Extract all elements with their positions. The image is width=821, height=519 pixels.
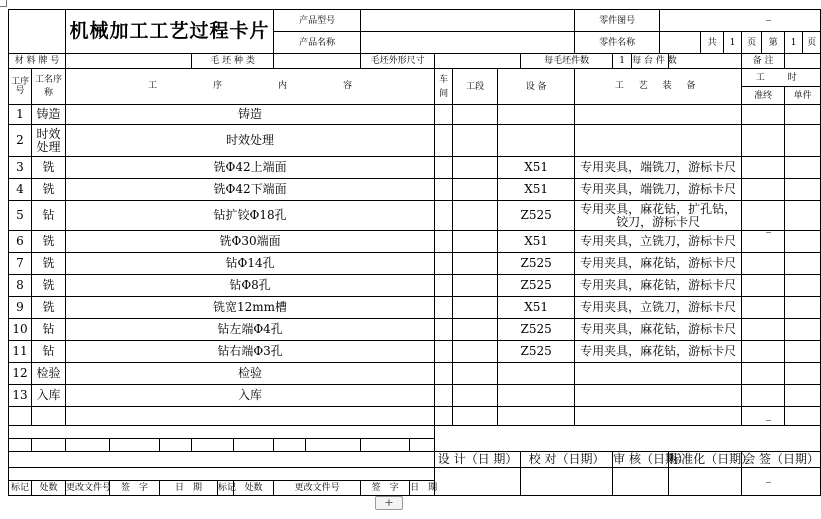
review-value[interactable] bbox=[613, 468, 669, 496]
op-no: 1 bbox=[9, 105, 32, 125]
op-content: 铣宽12mm槽 bbox=[66, 297, 435, 319]
op-section bbox=[453, 201, 498, 231]
op-workshop bbox=[435, 363, 453, 385]
op-section bbox=[453, 157, 498, 179]
op-name: 铣 bbox=[32, 157, 66, 179]
op-hours-prep bbox=[742, 179, 785, 201]
op-hours-prep bbox=[742, 297, 785, 319]
op-section bbox=[453, 407, 498, 426]
revision-cell bbox=[66, 439, 110, 452]
material-grade-label: 材 料 牌 号 bbox=[9, 54, 66, 69]
op-tooling bbox=[575, 385, 742, 407]
revision-blank-area bbox=[9, 426, 435, 439]
add-sheet-button[interactable]: + bbox=[375, 496, 403, 510]
op-workshop bbox=[435, 179, 453, 201]
op-section bbox=[453, 319, 498, 341]
table-row bbox=[9, 179, 821, 201]
revision-cell bbox=[306, 439, 361, 452]
review-label: 审 核（日期） bbox=[613, 452, 689, 466]
total-pages-value: 1 bbox=[724, 32, 742, 54]
op-workshop bbox=[435, 341, 453, 363]
op-content: 时效处理 bbox=[66, 125, 435, 157]
op-content: 铸造 bbox=[66, 105, 435, 125]
op-hours-unit bbox=[785, 385, 821, 407]
op-no: 13 bbox=[9, 385, 32, 407]
op-name: 钻 bbox=[32, 341, 66, 363]
op-hours-unit bbox=[785, 363, 821, 385]
product-name-label: 产品名称 bbox=[274, 32, 361, 54]
revision-cell bbox=[32, 439, 66, 452]
revision-doc-label: 更改文件号 bbox=[66, 481, 110, 496]
op-no: 12 bbox=[9, 363, 32, 385]
col-op-content-c3: 内 bbox=[278, 81, 288, 91]
op-hours-prep bbox=[742, 275, 785, 297]
revision-date-label-2: 日 期 bbox=[410, 481, 435, 496]
blank-title-cell bbox=[9, 10, 66, 54]
op-hours-prep bbox=[742, 157, 785, 179]
op-equipment: Z525 bbox=[498, 253, 575, 275]
op-hours-unit bbox=[785, 125, 821, 157]
revision-mark-label: 标记 bbox=[9, 481, 32, 496]
op-section bbox=[453, 253, 498, 275]
op-equipment: Z525 bbox=[498, 319, 575, 341]
check-value[interactable] bbox=[521, 468, 613, 496]
op-workshop bbox=[435, 231, 453, 253]
part-name-value[interactable] bbox=[660, 32, 701, 54]
op-name: 铣 bbox=[32, 297, 66, 319]
op-equipment: Z525 bbox=[498, 341, 575, 363]
table-row bbox=[9, 341, 821, 363]
op-hours-unit bbox=[785, 179, 821, 201]
op-hours-prep bbox=[742, 125, 785, 157]
op-name: 铣 bbox=[32, 253, 66, 275]
revision-cell bbox=[192, 439, 234, 452]
standardize-value[interactable] bbox=[669, 468, 742, 496]
op-no: 10 bbox=[9, 319, 32, 341]
op-hours-unit bbox=[785, 253, 821, 275]
op-tooling: 专用夹具，麻花钻，游标卡尺 bbox=[575, 275, 742, 297]
col-hours-prep: 准终 bbox=[742, 87, 785, 105]
op-hours-prep bbox=[742, 341, 785, 363]
remark-label: 备 注 bbox=[742, 54, 785, 69]
op-content: 检验 bbox=[66, 363, 435, 385]
op-section bbox=[453, 275, 498, 297]
op-tooling: 专用夹具，立铣刀，游标卡尺 bbox=[575, 231, 742, 253]
op-hours-unit bbox=[785, 105, 821, 125]
pieces-per-blank-value: 1 bbox=[613, 54, 632, 69]
material-grade-value[interactable] bbox=[66, 54, 192, 69]
op-equipment bbox=[498, 385, 575, 407]
current-page-value: 1 bbox=[785, 32, 803, 54]
total-pages-unit: 页 bbox=[742, 32, 762, 54]
op-tooling: 专用夹具，端铣刀，游标卡尺 bbox=[575, 179, 742, 201]
countersign-value[interactable] bbox=[742, 468, 821, 496]
col-op-no: 工序号 bbox=[9, 69, 32, 105]
op-equipment: X51 bbox=[498, 179, 575, 201]
op-name: 铣 bbox=[32, 231, 66, 253]
op-equipment: X51 bbox=[498, 297, 575, 319]
op-hours-unit bbox=[785, 319, 821, 341]
col-section: 工段 bbox=[453, 69, 498, 105]
design-label: 设 计（日 期） bbox=[435, 452, 521, 468]
op-tooling bbox=[575, 363, 742, 385]
op-name: 时效处理 bbox=[32, 125, 66, 157]
countersign-label: 会 签（日期） bbox=[743, 452, 820, 466]
table-row bbox=[9, 157, 821, 179]
col-op-name: 工名序称 bbox=[32, 69, 66, 105]
op-workshop bbox=[435, 201, 453, 231]
op-hours-prep bbox=[742, 253, 785, 275]
op-content: 钻右端Φ3孔 bbox=[66, 341, 435, 363]
table-row bbox=[9, 363, 821, 385]
product-model-label: 产品型号 bbox=[274, 10, 361, 32]
op-no bbox=[9, 407, 32, 426]
col-op-content bbox=[66, 69, 435, 105]
col-hours: 工 时 bbox=[742, 69, 821, 87]
op-content bbox=[66, 407, 435, 426]
row-edge-marker bbox=[766, 20, 771, 21]
op-tooling bbox=[575, 407, 742, 426]
op-hours-prep bbox=[742, 363, 785, 385]
signature-blank-area bbox=[435, 426, 821, 452]
op-tooling: 专用夹具，麻花钻，游标卡尺 bbox=[575, 253, 742, 275]
op-tooling: 专用夹具，端铣刀，游标卡尺 bbox=[575, 157, 742, 179]
op-tooling: 专用夹具，麻花钻，游标卡尺 bbox=[575, 319, 742, 341]
op-no: 9 bbox=[9, 297, 32, 319]
table-row bbox=[9, 201, 821, 231]
op-hours-prep bbox=[742, 385, 785, 407]
revision-cell bbox=[274, 439, 306, 452]
part-drawing-no-value[interactable] bbox=[660, 10, 821, 32]
col-op-content-c2: 序 bbox=[213, 81, 223, 91]
op-tooling bbox=[575, 125, 742, 157]
card-title: 机械加工工艺过程卡片 bbox=[66, 10, 274, 54]
table-row bbox=[9, 297, 821, 319]
op-equipment bbox=[498, 363, 575, 385]
revision-cell bbox=[9, 439, 32, 452]
revision-blank-area bbox=[9, 452, 435, 468]
part-drawing-no-label: 零件图号 bbox=[575, 10, 660, 32]
revision-date-label: 日 期 bbox=[160, 481, 218, 496]
current-page-unit: 页 bbox=[803, 32, 821, 54]
col-tooling: 工 艺 装 备 bbox=[575, 69, 742, 105]
op-hours-unit bbox=[785, 407, 821, 426]
op-workshop bbox=[435, 125, 453, 157]
op-section bbox=[453, 363, 498, 385]
op-hours-unit bbox=[785, 201, 821, 231]
op-workshop bbox=[435, 157, 453, 179]
revision-doc-label-2: 更改文件号 bbox=[274, 481, 361, 496]
blank-size-value[interactable] bbox=[435, 54, 521, 69]
blank-type-label: 毛 坯 种 类 bbox=[192, 54, 274, 69]
op-hours-prep bbox=[742, 407, 785, 426]
op-no: 5 bbox=[9, 201, 32, 231]
op-equipment: X51 bbox=[498, 231, 575, 253]
revision-blank-area bbox=[9, 468, 435, 481]
op-workshop bbox=[435, 319, 453, 341]
op-equipment bbox=[498, 407, 575, 426]
op-equipment: Z525 bbox=[498, 275, 575, 297]
op-content: 铣Φ42上端面 bbox=[66, 157, 435, 179]
op-no: 4 bbox=[9, 179, 32, 201]
row-edge-marker bbox=[766, 482, 771, 483]
op-no: 2 bbox=[9, 125, 32, 157]
pieces-per-unit-value[interactable] bbox=[669, 54, 742, 69]
op-section bbox=[453, 125, 498, 157]
op-content: 入库 bbox=[66, 385, 435, 407]
op-equipment bbox=[498, 125, 575, 157]
op-name bbox=[32, 407, 66, 426]
revision-cell bbox=[410, 439, 435, 452]
op-content: 钻Φ14孔 bbox=[66, 253, 435, 275]
op-workshop bbox=[435, 105, 453, 125]
op-no: 8 bbox=[9, 275, 32, 297]
op-workshop bbox=[435, 253, 453, 275]
op-equipment: Z525 bbox=[498, 201, 575, 231]
table-row bbox=[9, 125, 821, 157]
op-section bbox=[453, 231, 498, 253]
product-model-value[interactable] bbox=[361, 10, 575, 32]
col-equipment: 设 备 bbox=[498, 69, 575, 105]
revision-mark-label-2: 标记 bbox=[218, 481, 234, 496]
op-no: 3 bbox=[9, 157, 32, 179]
op-name: 入库 bbox=[32, 385, 66, 407]
col-op-content-c4: 容 bbox=[343, 81, 353, 91]
op-content: 钻扩铰Φ18孔 bbox=[66, 201, 435, 231]
col-hours-unit: 单件 bbox=[785, 87, 821, 105]
op-name: 钻 bbox=[32, 201, 66, 231]
op-no: 7 bbox=[9, 253, 32, 275]
part-name-label: 零件名称 bbox=[575, 32, 660, 54]
pieces-per-blank-label: 每毛坯件数 bbox=[521, 54, 613, 69]
op-name: 检验 bbox=[32, 363, 66, 385]
op-hours-unit bbox=[785, 157, 821, 179]
op-workshop bbox=[435, 407, 453, 426]
revision-cell bbox=[234, 439, 274, 452]
design-value[interactable] bbox=[435, 468, 521, 496]
revision-count-label: 处数 bbox=[32, 481, 66, 496]
op-content: 铣Φ42下端面 bbox=[66, 179, 435, 201]
revision-count-label-2: 处数 bbox=[234, 481, 274, 496]
op-hours-unit bbox=[785, 231, 821, 253]
sheet-corner-marker bbox=[0, 0, 7, 7]
op-equipment: X51 bbox=[498, 157, 575, 179]
op-content: 铣Φ30端面 bbox=[66, 231, 435, 253]
op-section bbox=[453, 297, 498, 319]
op-content: 钻Φ8孔 bbox=[66, 275, 435, 297]
table-row bbox=[9, 275, 821, 297]
op-tooling: 专用夹具，麻花钻，游标卡尺 bbox=[575, 341, 742, 363]
table-row bbox=[9, 105, 821, 125]
op-content: 钻左端Φ4孔 bbox=[66, 319, 435, 341]
op-hours-unit bbox=[785, 275, 821, 297]
revision-cell bbox=[110, 439, 160, 452]
table-row bbox=[9, 231, 821, 253]
check-label: 校 对（日期） bbox=[521, 452, 613, 468]
op-workshop bbox=[435, 385, 453, 407]
op-name: 铣 bbox=[32, 275, 66, 297]
row-edge-marker bbox=[766, 420, 771, 421]
op-section bbox=[453, 385, 498, 407]
op-hours-unit bbox=[785, 297, 821, 319]
op-workshop bbox=[435, 275, 453, 297]
blank-type-value[interactable] bbox=[274, 54, 361, 69]
op-name: 铣 bbox=[32, 179, 66, 201]
op-hours-prep bbox=[742, 105, 785, 125]
col-workshop: 车间 bbox=[435, 69, 453, 105]
op-tooling: 专用夹具，立铣刀，游标卡尺 bbox=[575, 297, 742, 319]
revision-sign-label-2: 签 字 bbox=[361, 481, 410, 496]
revision-sign-label: 签 字 bbox=[110, 481, 160, 496]
remark-value[interactable] bbox=[785, 54, 821, 69]
row-edge-marker bbox=[766, 232, 771, 233]
op-name: 铸造 bbox=[32, 105, 66, 125]
total-pages-label: 共 bbox=[701, 32, 724, 54]
product-name-value[interactable] bbox=[361, 32, 575, 54]
standardize-label: 标准化（日期） bbox=[669, 452, 754, 466]
table-row bbox=[9, 385, 821, 407]
op-tooling bbox=[575, 105, 742, 125]
table-row bbox=[9, 253, 821, 275]
current-page-label: 第 bbox=[762, 32, 785, 54]
op-name: 钻 bbox=[32, 319, 66, 341]
op-hours-unit bbox=[785, 341, 821, 363]
op-hours-prep bbox=[742, 319, 785, 341]
op-section bbox=[453, 341, 498, 363]
op-hours-prep bbox=[742, 231, 785, 253]
op-no: 11 bbox=[9, 341, 32, 363]
blank-size-label: 毛坯外形尺寸 bbox=[361, 54, 435, 69]
process-card-table bbox=[8, 9, 821, 496]
op-no: 6 bbox=[9, 231, 32, 253]
revision-cell bbox=[361, 439, 410, 452]
op-equipment bbox=[498, 105, 575, 125]
op-tooling: 专用夹具，麻花钻，扩孔钻，铰刀，游标卡尺 bbox=[575, 201, 742, 231]
op-section bbox=[453, 105, 498, 125]
op-workshop bbox=[435, 297, 453, 319]
pieces-per-unit-label: 每 台 件 数 bbox=[632, 54, 669, 69]
op-hours-prep bbox=[742, 201, 785, 231]
col-op-content-c1: 工 bbox=[148, 81, 158, 91]
table-row bbox=[9, 319, 821, 341]
table-row bbox=[9, 407, 821, 426]
op-section bbox=[453, 179, 498, 201]
revision-cell bbox=[160, 439, 192, 452]
